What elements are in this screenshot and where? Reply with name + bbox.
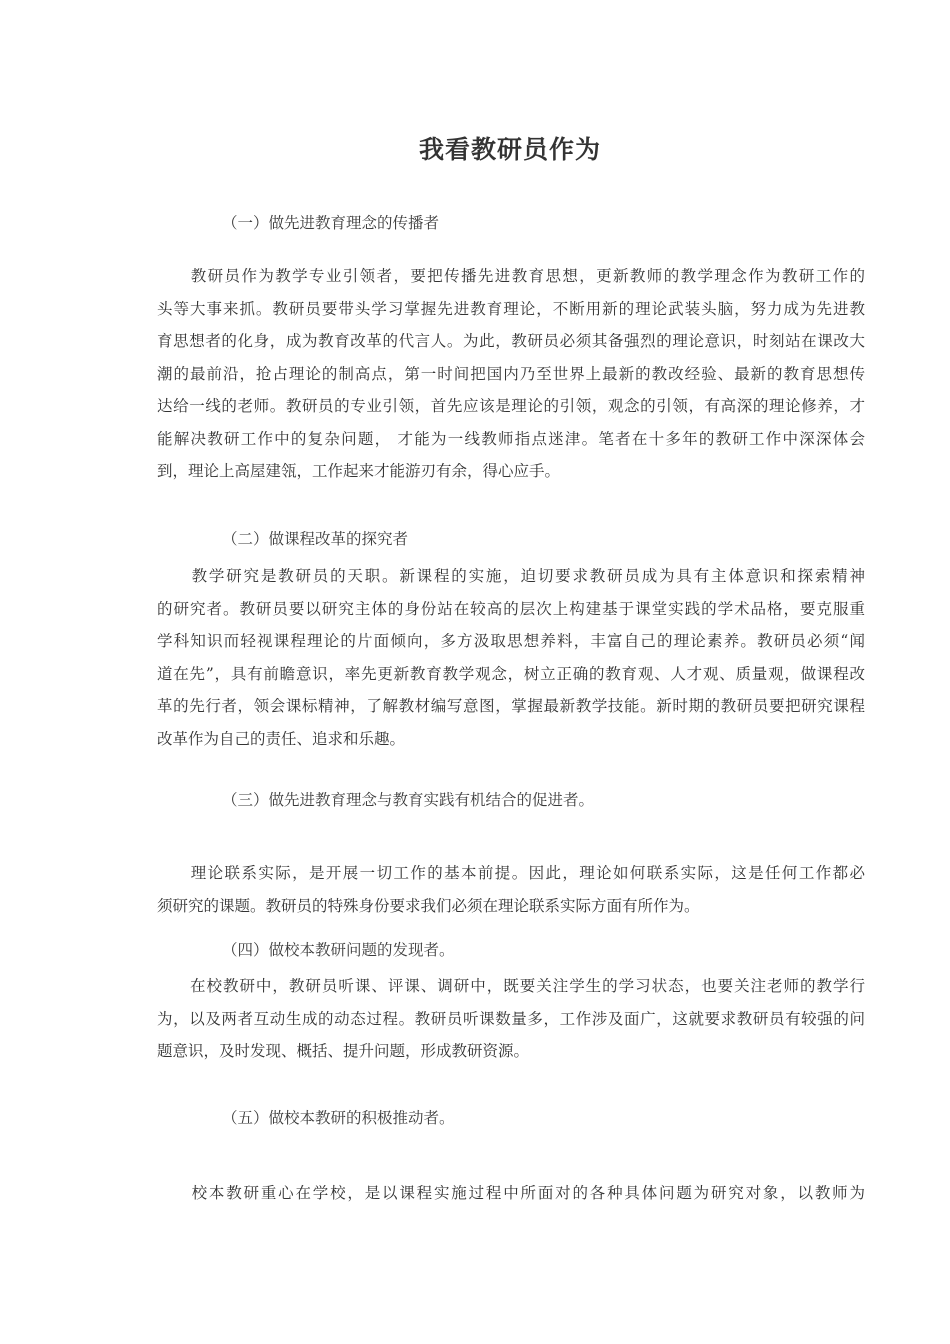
paragraph-line: 题意识，及时发现、概括、提升问题，形成教研资源。 bbox=[157, 1042, 530, 1060]
paragraph-line: 潮的最前沿，抢占理论的制高点，第一时间把国内乃至世界上最新的教改经验、最新的教育思想传 bbox=[157, 364, 865, 383]
section-heading-2: （二）做课程改革的探究者 bbox=[222, 530, 409, 548]
paragraph-line: 的研究者。教研员要以研究主体的身份站在较高的层次上构建基于课堂实践的学术品格，要克服重 bbox=[157, 599, 865, 618]
paragraph-line: 学科知识而轻视课程理论的片面倾向，多方汲取思想养料，丰富自己的理论素养。教研员必须“闻 bbox=[157, 632, 865, 650]
paragraph-line: 到，理论上高屋建瓴，工作起来才能游刃有余，得心应手。 bbox=[157, 462, 561, 480]
paragraph-line: 为，以及两者互动生成的动态过程。教研员听课数量多，工作涉及面广，这就要求教研员有较强的问 bbox=[157, 1009, 865, 1028]
paragraph-line: 头等大事来抓。教研员要带头学习掌握先进教育理论，不断用新的理论武装头脑，努力成为先进教 bbox=[157, 299, 865, 318]
paragraph-line: 能解决教研工作中的复杂问题， 才能为一线教师指点迷津。笔者在十多年的教研工作中深深体会 bbox=[157, 429, 865, 448]
section-paragraph-2 bbox=[157, 560, 865, 755]
paragraph-line: 教学研究是教研员的天职。新课程的实施，迫切要求教研员成为具有主体意识和探索精神 bbox=[157, 567, 865, 585]
paragraph-line: 理论联系实际，是开展一切工作的基本前提。因此，理论如何联系实际，这是任何工作都必 bbox=[157, 864, 865, 882]
paragraph-line: 改革作为自己的责任、追求和乐趣。 bbox=[157, 729, 406, 748]
section-paragraph-3 bbox=[157, 857, 865, 922]
paragraph-line: 育思想者的化身，成为教育改革的代言人。为此，教研员必须其备强烈的理论意识，时刻站在课改大 bbox=[157, 332, 865, 350]
section-paragraph-1 bbox=[157, 260, 865, 488]
paragraph-line: 道在先”，具有前瞻意识，率先更新教育教学观念，树立正确的教育观、人才观、质量观，做课程改 bbox=[157, 664, 865, 683]
paragraph-line: 校本教研重心在学校，是以课程实施过程中所面对的各种具体问题为研究对象，以教师为 bbox=[157, 1184, 865, 1202]
paragraph-line: 达给一线的老师。教研员的专业引领，首先应该是理论的引领，观念的引领，有高深的理论修养，才 bbox=[157, 397, 865, 415]
section-paragraph-4 bbox=[157, 970, 865, 1068]
paragraph-line: 革的先行者，领会课标精神，了解教材编写意图，掌握最新教学技能。新时期的教研员要把研究课程 bbox=[157, 697, 865, 715]
section-heading-1: （一）做先进教育理念的传播者 bbox=[222, 214, 440, 232]
paragraph-line: 须研究的课题。教研员的特殊身份要求我们必须在理论联系实际方面有所作为。 bbox=[157, 896, 700, 915]
page-title: 我看教研员作为 bbox=[418, 135, 601, 164]
section-paragraph-5 bbox=[157, 1177, 865, 1210]
section-heading-4: （四）做校本教研问题的发现者。 bbox=[222, 941, 455, 959]
paragraph-line: 在校教研中，教研员听课、评课、调研中，既要关注学生的学习状态，也要关注老师的教学行 bbox=[157, 977, 865, 995]
paragraph-line: 教研员作为教学专业引领者，要把传播先进教育思想，更新教师的教学理念作为教研工作的 bbox=[157, 267, 865, 285]
section-heading-5: （五）做校本教研的积极推动者。 bbox=[222, 1109, 455, 1127]
section-heading-3: （三）做先进教育理念与教育实践有机结合的促进者。 bbox=[222, 791, 595, 809]
